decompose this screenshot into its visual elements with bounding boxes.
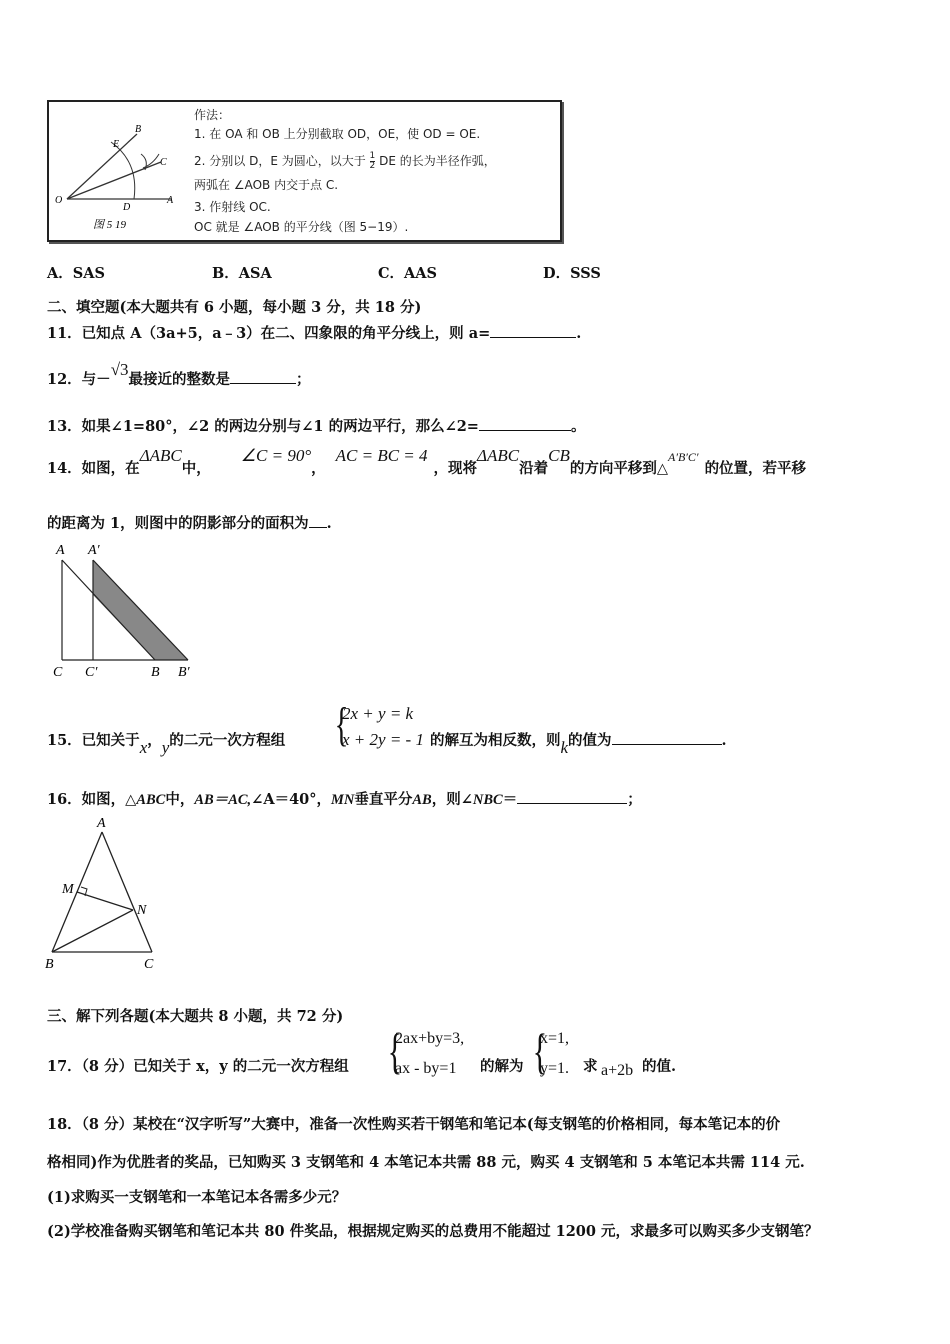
q15-p2: 的二元一次方程组	[169, 732, 286, 749]
q17-sol2: y=1.	[540, 1060, 570, 1077]
q16-p4: ，则∠	[431, 791, 473, 808]
angle-bisector-figure	[49, 102, 189, 236]
fraction-numerator: 1	[369, 151, 376, 161]
q14-blank	[309, 513, 327, 528]
translation-figure	[48, 540, 208, 680]
q14-m2: ∠C = 90°	[240, 446, 312, 465]
q11-text: 11．已知点 A（3a+5，a﹣3）在二、四象限的角平分线上，则 a=	[47, 325, 491, 342]
q16-abc: ABC	[136, 792, 166, 808]
q17-p3: 求	[583, 1058, 598, 1075]
question-18-sub1: (1)求购买一支钢笔和一本笔记本各需多少元？	[47, 1189, 347, 1206]
section3-title: 三、解下列各题(本大题共 8 小题，共 72 分)	[47, 1008, 344, 1025]
q15-blank	[612, 730, 722, 745]
q17-expr: a+2b	[601, 1062, 634, 1079]
question-18-sub2: (2)学校准备购买钢笔和笔记本共 80 件奖品，根据规定购买的总费用不能超过 1200 元，求最多可以购买多少支钢笔？	[47, 1223, 819, 1240]
ray-ob	[67, 134, 137, 199]
q15-comma: ，	[147, 732, 162, 749]
arc-de	[111, 142, 135, 199]
q16-mn: MN	[331, 792, 355, 808]
q12-prefix: 12．与－	[47, 371, 111, 388]
construction-step3: 3. 作射线 OC.	[194, 200, 271, 214]
q14-p3: ，	[311, 460, 326, 477]
q14-m5: CB	[548, 446, 570, 465]
q17-eq2: ax - by=1	[395, 1060, 457, 1077]
q14-p6: 的方向平移到△	[569, 460, 669, 477]
q15-k: k	[560, 738, 569, 757]
q11-end: .	[576, 325, 582, 342]
construction-step2-cont: 两弧在 ∠AOB 内交于点 C.	[194, 178, 339, 192]
label-b: B	[45, 957, 54, 972]
q12-suffix: 最接近的整数是	[128, 371, 231, 388]
q12-end: ；	[296, 371, 311, 388]
q14-line2: 的距离为 1，则图中的阴影部分的面积为	[47, 515, 309, 532]
q13-blank	[479, 416, 571, 431]
isosceles-triangle-figure	[40, 812, 180, 972]
q13-text: 13．如果∠1=80°，∠2 的两边分别与∠1 的两边平行，那么∠2=	[47, 418, 479, 435]
q14-p1: 14．如图，在	[47, 460, 140, 477]
q15-y: y	[161, 738, 170, 757]
q17-eq1: 2ax+by=3,	[395, 1030, 465, 1047]
section2-title: 二、填空题(本大题共有 6 小题，每小题 3 分，共 18 分)	[47, 299, 422, 316]
label-c: C	[53, 665, 63, 680]
label-e: E	[113, 139, 120, 150]
q16-p2: 中，	[165, 791, 195, 808]
q14-p7: 的位置，若平移	[704, 460, 807, 477]
figure-caption: 图 5 19	[93, 219, 126, 231]
q15-p3: 的解互为相反数，则	[430, 732, 561, 749]
q17-p4: 的值.	[642, 1058, 677, 1075]
label-d: D	[123, 202, 131, 213]
option-b: B．ASA	[212, 265, 272, 282]
option-c: C．AAS	[378, 265, 438, 282]
construction-title: 作法：	[194, 108, 231, 122]
q16-nbc: NBC	[472, 792, 503, 808]
question-16	[47, 788, 642, 809]
q14-m1: ΔABC	[139, 446, 182, 465]
label-b-prime: B′	[178, 665, 190, 680]
q14-m4: ΔABC	[477, 446, 520, 465]
segment-ac	[102, 832, 152, 952]
q15-p1: 15．已知关于	[47, 732, 140, 749]
construction-step2	[194, 152, 496, 171]
q11-blank	[490, 323, 576, 338]
q16-p5: ＝	[502, 791, 518, 808]
step2-part-a: 2. 分别以 D，E 为圆心，以大于	[194, 154, 366, 168]
question-12	[47, 360, 311, 389]
q17-solution-brace: {	[532, 1023, 548, 1079]
question-14-line1	[47, 448, 806, 489]
q17-p2: 的解为	[480, 1058, 524, 1075]
q15-brace: {	[334, 698, 349, 751]
q15-eq1: 2x + y = k	[342, 704, 414, 723]
question-18-line1: 18．（8 分）某校在“汉字听写”大赛中，准备一次性购买若干钢笔和笔记本(每支钢笔的价格相同，每本笔记本的价	[47, 1116, 781, 1133]
q16-cond: AB＝AC,	[194, 792, 252, 808]
label-c: C	[160, 157, 167, 168]
q14-m3: AC = BC = 4	[335, 446, 428, 465]
q16-ab: AB	[412, 792, 432, 808]
q14-m6: A′B′C′	[668, 450, 699, 464]
question-15-cont	[430, 729, 727, 757]
segment-bn	[52, 910, 133, 952]
label-m: M	[62, 882, 74, 897]
q13-end: 。	[570, 418, 586, 435]
q14-line2-end: .	[326, 515, 332, 532]
q16-p1: 16．如图，△	[47, 791, 137, 808]
label-a: A	[97, 816, 106, 831]
q15-x: x	[139, 738, 148, 757]
q16-blank	[517, 789, 627, 804]
question-14-line2	[47, 512, 332, 533]
q17-brace: {	[387, 1023, 403, 1079]
q15-end: .	[721, 732, 727, 749]
label-b: B	[151, 665, 160, 680]
construction-conclusion: OC 就是 ∠AOB 的平分线（图 5−19）.	[194, 220, 409, 234]
construction-step1: 1. 在 OA 和 OB 上分别截取 OD，OE，使 OD = OE.	[194, 127, 481, 141]
question-13	[47, 415, 585, 436]
q12-blank	[230, 369, 296, 384]
construction-box	[47, 100, 562, 242]
question-18-line2: 格相同)作为优胜者的奖品，已知购买 3 支钢笔和 4 本笔记本共需 88 元，购买 4 支钢笔和 5 本笔记本共需 114 元.	[47, 1154, 805, 1171]
q15-p4: 的值为	[568, 732, 612, 749]
step2-part-b: DE 的长为半径作弧，	[379, 154, 496, 168]
question-17: 17．（8 分）已知关于 x，y 的二元一次方程组	[47, 1058, 349, 1075]
q16-end: ；	[627, 791, 642, 808]
q14-p4: ，现将	[433, 460, 478, 477]
label-a: A	[167, 195, 174, 206]
option-d: D．SSS	[543, 265, 601, 282]
ray-oc	[67, 162, 161, 199]
q12-radical: √3	[110, 360, 129, 379]
q16-p3: 垂直平分	[354, 791, 413, 808]
q14-p5: 沿着	[519, 460, 549, 477]
q15-eq2: x + 2y = - 1	[342, 730, 424, 749]
label-c-prime: C′	[85, 665, 98, 680]
label-c: C	[144, 957, 154, 972]
q17-sol1: x=1,	[540, 1030, 570, 1047]
label-o: O	[55, 195, 63, 206]
fraction-denominator: 2	[369, 161, 376, 171]
q16-angle: ∠A＝40°，	[251, 791, 331, 808]
label-a-prime: A′	[88, 543, 100, 558]
label-b: B	[135, 124, 142, 135]
label-a: A	[56, 543, 65, 558]
question-11	[47, 322, 581, 343]
step2-fraction	[370, 152, 376, 171]
q14-p2: 中，	[181, 460, 211, 477]
question-15	[47, 729, 286, 757]
option-a: A．SAS	[47, 265, 105, 282]
label-n: N	[137, 903, 147, 918]
